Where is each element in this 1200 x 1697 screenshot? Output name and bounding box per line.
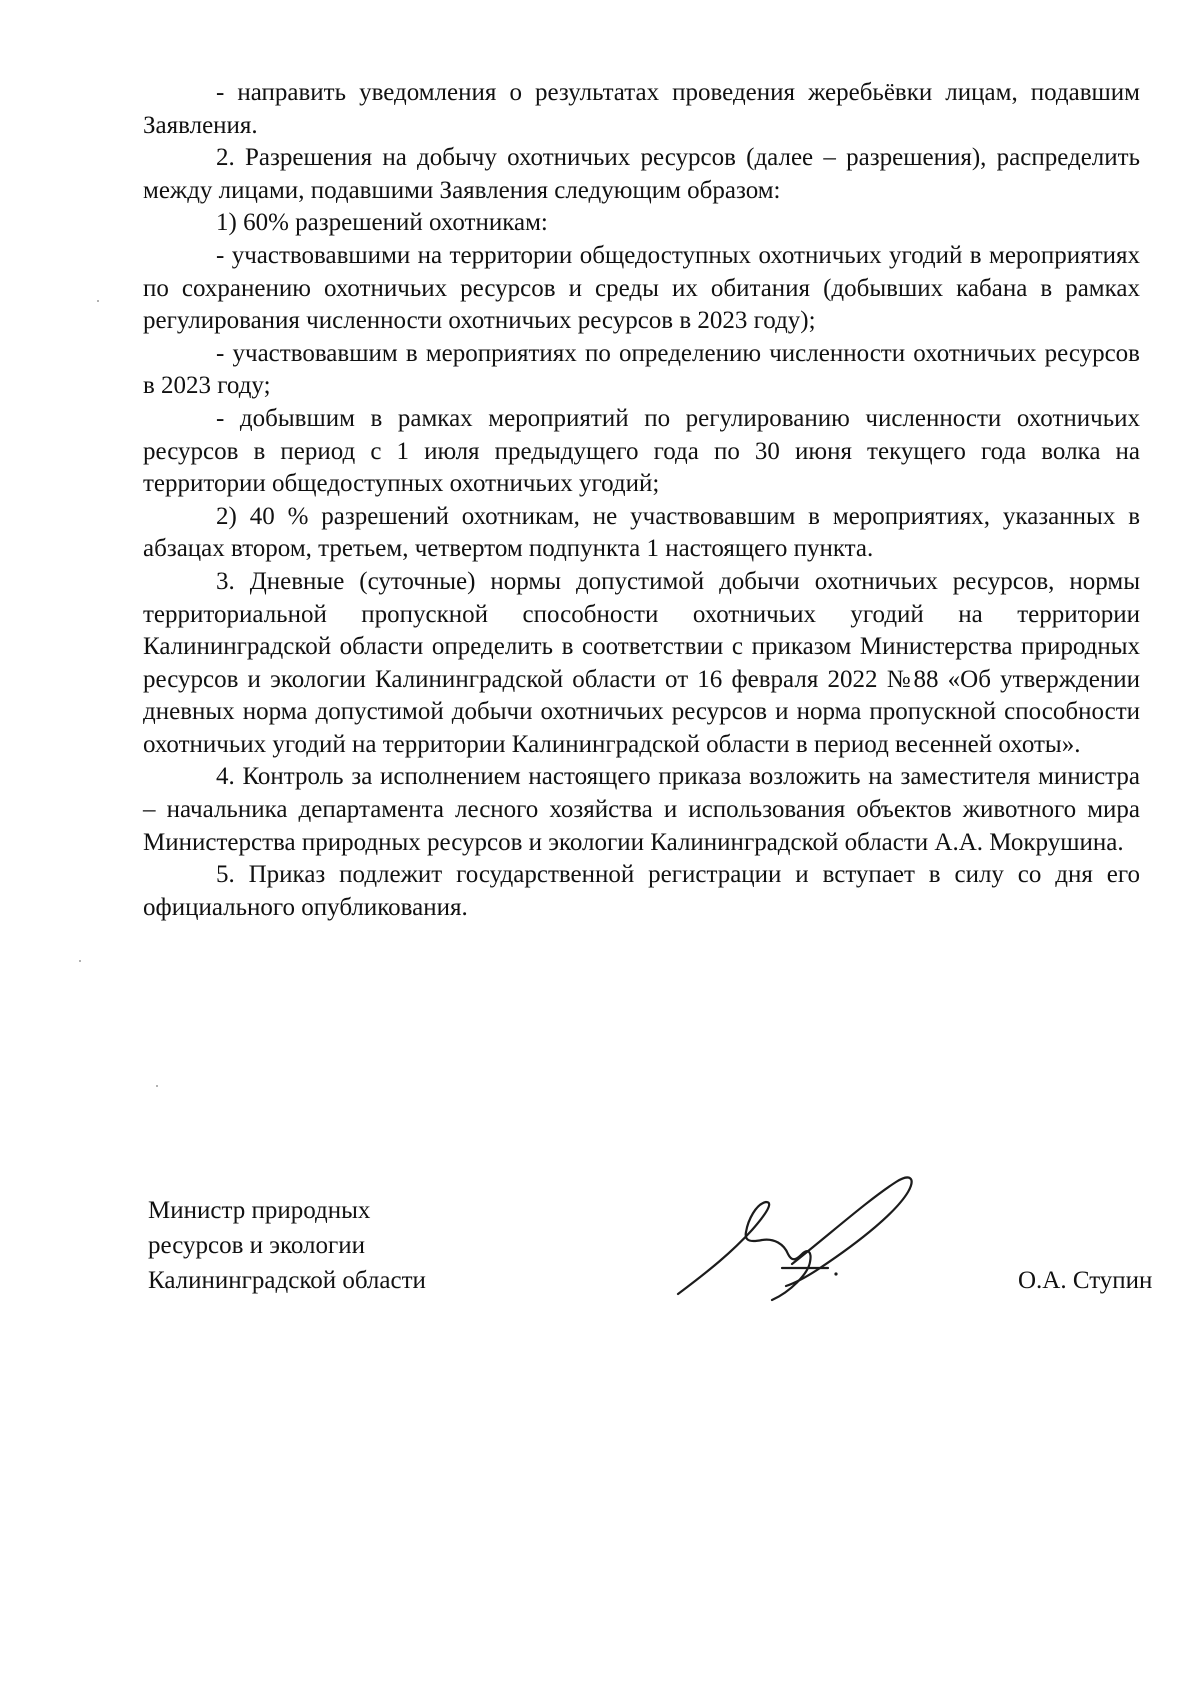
scan-speck	[97, 300, 99, 302]
paragraph-item-4-control: 4. Контроль за исполнением настоящего приказа возложить на заместителя министра – начальника департамента лесного хозяйства и использования объектов животного мира Министерства природных ресурсов и экологии Калининградской области А.А. Мокрушина.	[143, 763, 1140, 856]
scan-speck	[156, 1085, 158, 1087]
handwritten-signature	[670, 1160, 970, 1310]
scan-speck	[79, 960, 81, 962]
paragraph-item-2-permits: 2. Разрешения на добычу охотничьих ресурсов (далее – разрешения), распределить между лицами, подавшими Заявления следующим образом:	[143, 144, 1140, 204]
signatory-position-line: Калининградской области	[148, 1267, 426, 1294]
signatory-name: О.А. Ступин	[1018, 1267, 1153, 1294]
signatory-position-line: Министр природных	[148, 1197, 371, 1224]
paragraph-item-3-daily-norms: 3. Дневные (суточные) нормы допустимой добычи охотничьих ресурсов, нормы территориальной пропускной способности охотничьих угодий на территории Калининградской области определить в соответствии с приказом Министерства природных ресурсов и экологии Калининградской области от 16 февраля 2022 №88 «Об утверждении дневных норма допустимой добычи охотничьих ресурсов и норма пропускной способности охотничьих угодий на территории Калининградской области в период весенней охоты».	[143, 567, 1140, 758]
paragraph-bullet-conservation: - участвовавшими на территории общедоступных охотничьих угодий в мероприятиях по сохранению охотничьих ресурсов и среды их обитания (добывших кабана в рамках регулирования численности охотничьих ресурсов в 2023 году);	[143, 241, 1140, 335]
paragraph-subitem-2-forty-percent: 2) 40 % разрешений охотникам, не участвовавшим в мероприятиях, указанных в абзацах втором, третьем, четвертом подпункта 1 настоящего пункта.	[143, 502, 1140, 563]
paragraph-bullet-wolf: - добывшим в рамках мероприятий по регулированию численности охотничьих ресурсов в период с 1 июля предыдущего года по 30 июня текущего года волка на территории общедоступных охотничьих угодий;	[143, 404, 1140, 498]
document-body	[143, 77, 1140, 924]
paragraph-item-5-registration: 5. Приказ подлежит государственной регистрации и вступает в силу со дня его официального опубликования.	[143, 861, 1140, 921]
signatory-position	[148, 1193, 426, 1298]
paragraph-subitem-1-sixty-percent: 1) 60% разрешений охотникам:	[216, 209, 548, 237]
signatory-position-line: ресурсов и экологии	[148, 1232, 366, 1259]
paragraph-notify-applicants: - направить уведомления о результатах проведения жеребьёвки лицам, подавшим Заявления.	[143, 79, 1140, 139]
paragraph-bullet-census: - участвовавшим в мероприятиях по определению численности охотничьих ресурсов в 2023 году;	[143, 339, 1140, 400]
